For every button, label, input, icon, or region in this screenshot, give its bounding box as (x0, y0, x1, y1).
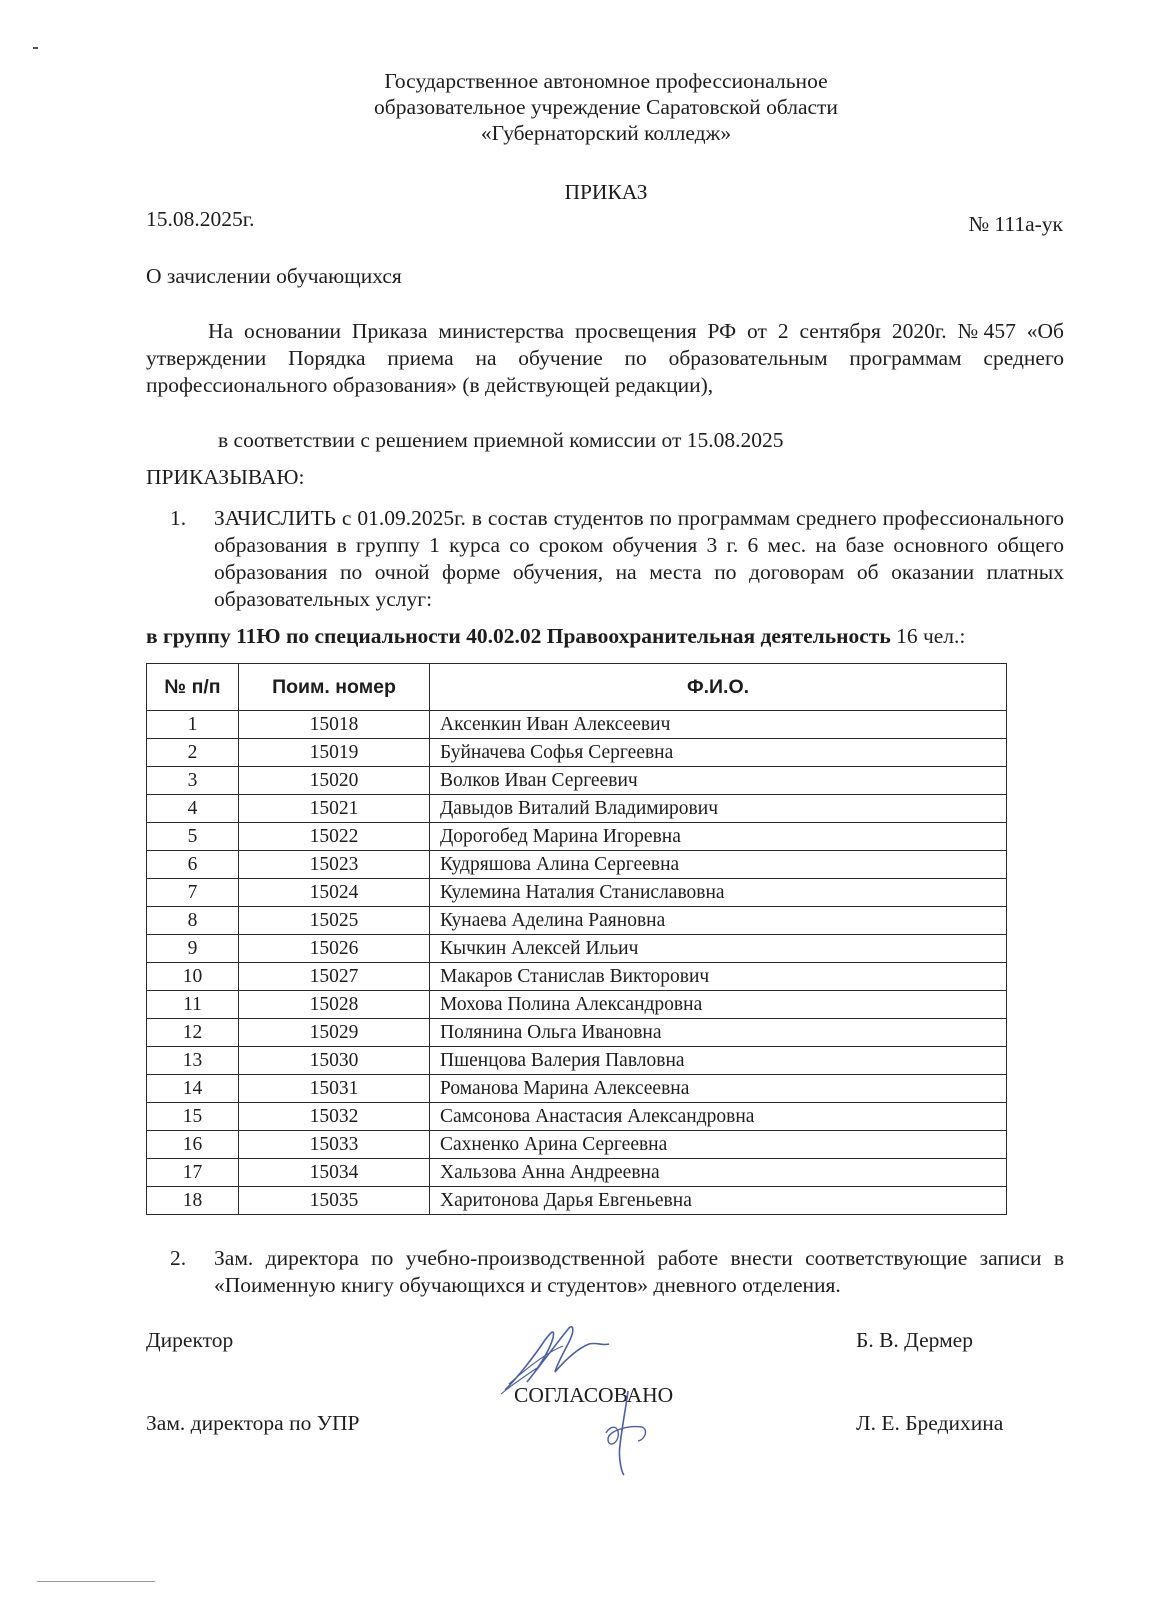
order-basis (146, 318, 1064, 399)
item-number: 1. (170, 506, 187, 530)
table-row (147, 1047, 1007, 1075)
record-number: 15035 (239, 1187, 430, 1215)
student-name: Самсонова Анастасия Александровна (430, 1103, 1007, 1131)
document-title: ПРИКАЗ (564, 180, 648, 204)
table-row (147, 991, 1007, 1019)
scan-speck (33, 47, 38, 49)
record-number: 15021 (239, 795, 430, 823)
record-number: 15029 (239, 1019, 430, 1047)
institution-header (0, 68, 1149, 146)
row-number: 7 (147, 879, 239, 907)
table-row (147, 823, 1007, 851)
order-item-2 (146, 1245, 1064, 1299)
header-line-1: Государственное автономное профессиональное (384, 69, 828, 93)
student-name: Буйначева Софья Сергеевна (430, 739, 1007, 767)
student-name: Кунаева Аделина Раяновна (430, 907, 1007, 935)
student-name: Хальзова Анна Андреевна (430, 1159, 1007, 1187)
row-number: 10 (147, 963, 239, 991)
table-row (147, 795, 1007, 823)
table-row (147, 1187, 1007, 1215)
student-name: Харитонова Дарья Евгеньевна (430, 1187, 1007, 1215)
table-row (147, 935, 1007, 963)
table-row (147, 711, 1007, 739)
column-header-number: № п/п (147, 664, 239, 711)
record-number: 15024 (239, 879, 430, 907)
order-subject: О зачислении обучающихся (146, 264, 402, 288)
row-number: 9 (147, 935, 239, 963)
record-number: 15028 (239, 991, 430, 1019)
table-row (147, 879, 1007, 907)
row-number: 1 (147, 711, 239, 739)
column-header-full-name: Ф.И.О. (430, 664, 1007, 711)
row-number: 15 (147, 1103, 239, 1131)
table-row (147, 1159, 1007, 1187)
student-name: Дорогобед Марина Игоревна (430, 823, 1007, 851)
student-name: Волков Иван Сергеевич (430, 767, 1007, 795)
scan-edge-line (37, 1581, 155, 1582)
item-text: ЗАЧИСЛИТЬ с 01.09.2025г. в состав студентов по программам среднего профессионального образования в группу 1 курса со сроком обучения 3 г. 6 мес. на базе основного общего образования по очной форме обучения, на места по договорам об оказании платных образовательных услуг: (214, 506, 1064, 611)
order-item-1 (146, 505, 1064, 613)
order-date: 15.08.2025г. (146, 207, 255, 231)
deputy-signature (598, 1387, 658, 1477)
student-name: Кычкин Алексей Ильич (430, 935, 1007, 963)
row-number: 4 (147, 795, 239, 823)
record-number: 15019 (239, 739, 430, 767)
student-name: Кулемина Наталия Станиславовна (430, 879, 1007, 907)
record-number: 15026 (239, 935, 430, 963)
order-word: ПРИКАЗЫВАЮ: (146, 465, 305, 489)
commission-decision: в соответствии с решением приемной комиссии от 15.08.2025 (218, 428, 784, 452)
group-label: в группу 11Ю по специальности 40.02.02 Правоохранительная деятельность (146, 624, 891, 648)
table-row (147, 739, 1007, 767)
column-header-record-number: Поим. номер (239, 664, 430, 711)
student-name: Романова Марина Алексеевна (430, 1075, 1007, 1103)
record-number: 15020 (239, 767, 430, 795)
table-body (147, 711, 1007, 1215)
group-count: 16 чел.: (896, 624, 966, 648)
header-line-3: «Губернаторский колледж» (480, 121, 732, 145)
student-name: Пшенцова Валерия Павловна (430, 1047, 1007, 1075)
header-line-2: образовательное учреждение Саратовской области (374, 95, 838, 119)
record-number: 15034 (239, 1159, 430, 1187)
director-name: Б. В. Дермер (856, 1328, 973, 1352)
table-row (147, 851, 1007, 879)
student-name: Сахненко Арина Сергеевна (430, 1131, 1007, 1159)
row-number: 3 (147, 767, 239, 795)
student-name: Макаров Станислав Викторович (430, 963, 1007, 991)
student-name: Давыдов Виталий Владимирович (430, 795, 1007, 823)
table-row (147, 1075, 1007, 1103)
table-row (147, 907, 1007, 935)
table-row (147, 1131, 1007, 1159)
table-row (147, 1019, 1007, 1047)
row-number: 8 (147, 907, 239, 935)
student-name: Полянина Ольга Ивановна (430, 1019, 1007, 1047)
row-number: 13 (147, 1047, 239, 1075)
deputy-title: Зам. директора по УПР (146, 1411, 360, 1435)
record-number: 15025 (239, 907, 430, 935)
student-name: Аксенкин Иван Алексеевич (430, 711, 1007, 739)
row-number: 2 (147, 739, 239, 767)
table-row (147, 1103, 1007, 1131)
basis-text: На основании Приказа министерства просвещения РФ от 2 сентября 2020г. №457 «Об утверждении Порядка приема на обучение по образовательным программам среднего профессионального образования» (в действующей редакции), (146, 319, 1064, 397)
row-number: 12 (147, 1019, 239, 1047)
row-number: 16 (147, 1131, 239, 1159)
agreed-stamp-text: СОГЛАСОВАНО (514, 1383, 674, 1407)
table-row (147, 963, 1007, 991)
students-table (146, 663, 1007, 1215)
row-number: 18 (147, 1187, 239, 1215)
row-number: 6 (147, 851, 239, 879)
record-number: 15033 (239, 1131, 430, 1159)
student-name: Кудряшова Алина Сергеевна (430, 851, 1007, 879)
item-number: 2. (170, 1246, 187, 1270)
table-header-row (147, 664, 1007, 711)
table-row (147, 767, 1007, 795)
director-title: Директор (146, 1328, 234, 1352)
record-number: 15027 (239, 963, 430, 991)
row-number: 5 (147, 823, 239, 851)
record-number: 15032 (239, 1103, 430, 1131)
item-text: Зам. директора по учебно-производственной работе внести соответствующие записи в «Поименную книгу обучающихся и студентов» дневного отделения. (214, 1246, 1064, 1297)
row-number: 17 (147, 1159, 239, 1187)
record-number: 15030 (239, 1047, 430, 1075)
student-name: Мохова Полина Александровна (430, 991, 1007, 1019)
record-number: 15018 (239, 711, 430, 739)
record-number: 15022 (239, 823, 430, 851)
row-number: 14 (147, 1075, 239, 1103)
record-number: 15023 (239, 851, 430, 879)
row-number: 11 (147, 991, 239, 1019)
record-number: 15031 (239, 1075, 430, 1103)
group-line (146, 624, 965, 649)
order-number: № 111а-ук (968, 212, 1063, 236)
deputy-name: Л. Е. Бредихина (856, 1411, 1004, 1435)
